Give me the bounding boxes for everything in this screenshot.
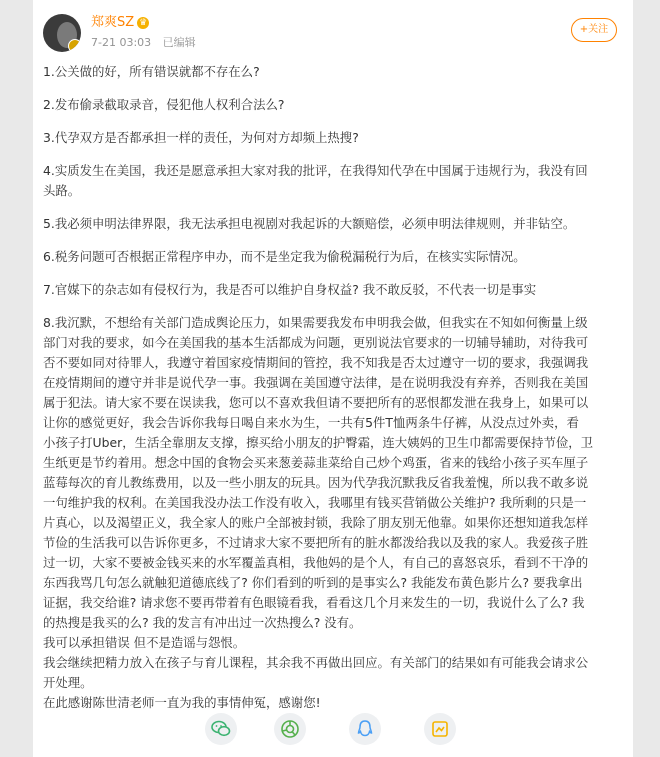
post-paragraph-8: 8.我沉默，不想给有关部门造成舆论压力，如果需要我发布申明我会做，但我实在不知如何衡量上级 部门对我的要求，如今在美国我的基本生活都成为问题，更别说法官要求的一切辅导辅助，对待我可 否不要如同对待罪人，我遵守着国家疫情期间的管控，我不知我是否太过遵守一切的要求，我强调我 在疫情期间的遵守并非是说代孕一事。我强调在美国遵守法律，是在说明我没有弃养，否则我在美国 属于犯法。请大家不要在误读我，您可以不喜欢我但请不要把所有的恶恨都发泄在我身上，如果可以 让你的感觉更好，我会告诉你我每日喝自来水为生，一共有5件T恤两条牛仔裤，从没点过外卖，看 小孩子打Uber，生活全靠朋友支撑，擦买给小朋友的护臀霜，连大姨妈的卫生巾都需要保持节俭，卫 生纸更是节约着用。想念中国的食物会买来葱姜蒜韭菜给自己炒个鸡蛋，省来的钱给小孩子买车厘子 蓝莓每次的育儿教练费用，以及一些小朋友的玩具。因为代孕我沉默我反省我羞愧，所以我不敢多说 一句维护我的权利。在美国我没办法工作没有收入，我哪里有钱买营销做公关维护? 我所剩的只是一 片真心，以及渴望正义，我全家人的账户全部被封锁，我除了朋友别无他靠。如果你还想知道我怎样 节俭的生活我可以告诉你更多，不过请求大家不要把所有的脏水都泼给我以及我的家人。我爱孩子胜 过一切，大家不要被金钱买来的水军覆盖真相，我他妈的是个人，有自己的喜怒哀乐，看到不干净的 东西我骂几句怎么就触犯道德底线了? 你们看到的听到的是事实么? 我能发布黄色影片么? 要我拿出 证据，我交给谁? 请求您不要再带着有色眼镜看我，看看这几个月来发生的一切，我说什么了么? 我 的热搜是我买的么? 我的发言有冲出过一次热搜么? 没有。 xyxy=(43,315,594,630)
edited-label[interactable]: 已编辑 xyxy=(162,36,196,49)
post-paragraph-3: 3.代孕双方是否都承担一样的责任，为何对方却频上热搜? xyxy=(43,130,359,145)
post-paragraph-4: 4.实质发生在美国，我还是愿意承担大家对我的批评，在我得知代孕在中国属于违规行为，我没有回 头路。 xyxy=(43,163,588,198)
post-content xyxy=(43,62,617,713)
avatar[interactable] xyxy=(43,14,81,52)
post-paragraph-9: 我可以承担错误 但不是造谣与怨恨。 xyxy=(43,635,246,650)
user-name[interactable]: 郑爽SZ xyxy=(91,15,135,30)
share-qq-button[interactable] xyxy=(349,713,381,745)
wechat-icon xyxy=(211,720,231,738)
user-name-row xyxy=(91,14,149,32)
qq-icon xyxy=(356,719,374,739)
vip-crown-icon: ♛ xyxy=(139,18,148,28)
post-paragraph-6: 6.税务问题可否根据正常程序申办，而不是坐定我为偷税漏税行为后，在核实实际情况。 xyxy=(43,249,526,264)
post-paragraph-1: 1.公关做的好，所有错误就都不存在么? xyxy=(43,64,260,79)
post-paragraph-7: 7.官媒下的杂志如有侵权行为，我是否可以维护自身权益? 我不敢反驳，不代表一切是事实 xyxy=(43,282,537,297)
share-actions xyxy=(33,711,633,747)
post-meta xyxy=(91,36,196,50)
follow-button[interactable]: +关注 xyxy=(571,18,617,42)
post-paragraph-11: 在此感谢陈世清老师一直为我的事情伸冤，感谢您! xyxy=(43,695,321,710)
qzone-icon xyxy=(430,719,450,739)
share-wechat-button[interactable] xyxy=(205,713,237,745)
post-paragraph-5: 5.我必须申明法律界限，我无法承担电视剧对我起诉的大额赔偿，必须申明法律规则，并非钻空。 xyxy=(43,216,576,231)
weibo-post-card xyxy=(33,0,633,757)
verified-badge-icon xyxy=(68,39,81,52)
post-paragraph-10: 我会继续把精力放入在孩子与育儿课程，其余我不再做出回应。有关部门的结果如有可能我会请求公 开处理。 xyxy=(43,655,589,690)
post-paragraph-2: 2.发布偷录截取录音，侵犯他人权利合法么? xyxy=(43,97,285,112)
share-qzone-button[interactable] xyxy=(424,713,456,745)
moments-icon xyxy=(280,719,300,739)
post-time: 7-21 03:03 xyxy=(91,36,152,49)
share-moments-button[interactable] xyxy=(274,713,306,745)
